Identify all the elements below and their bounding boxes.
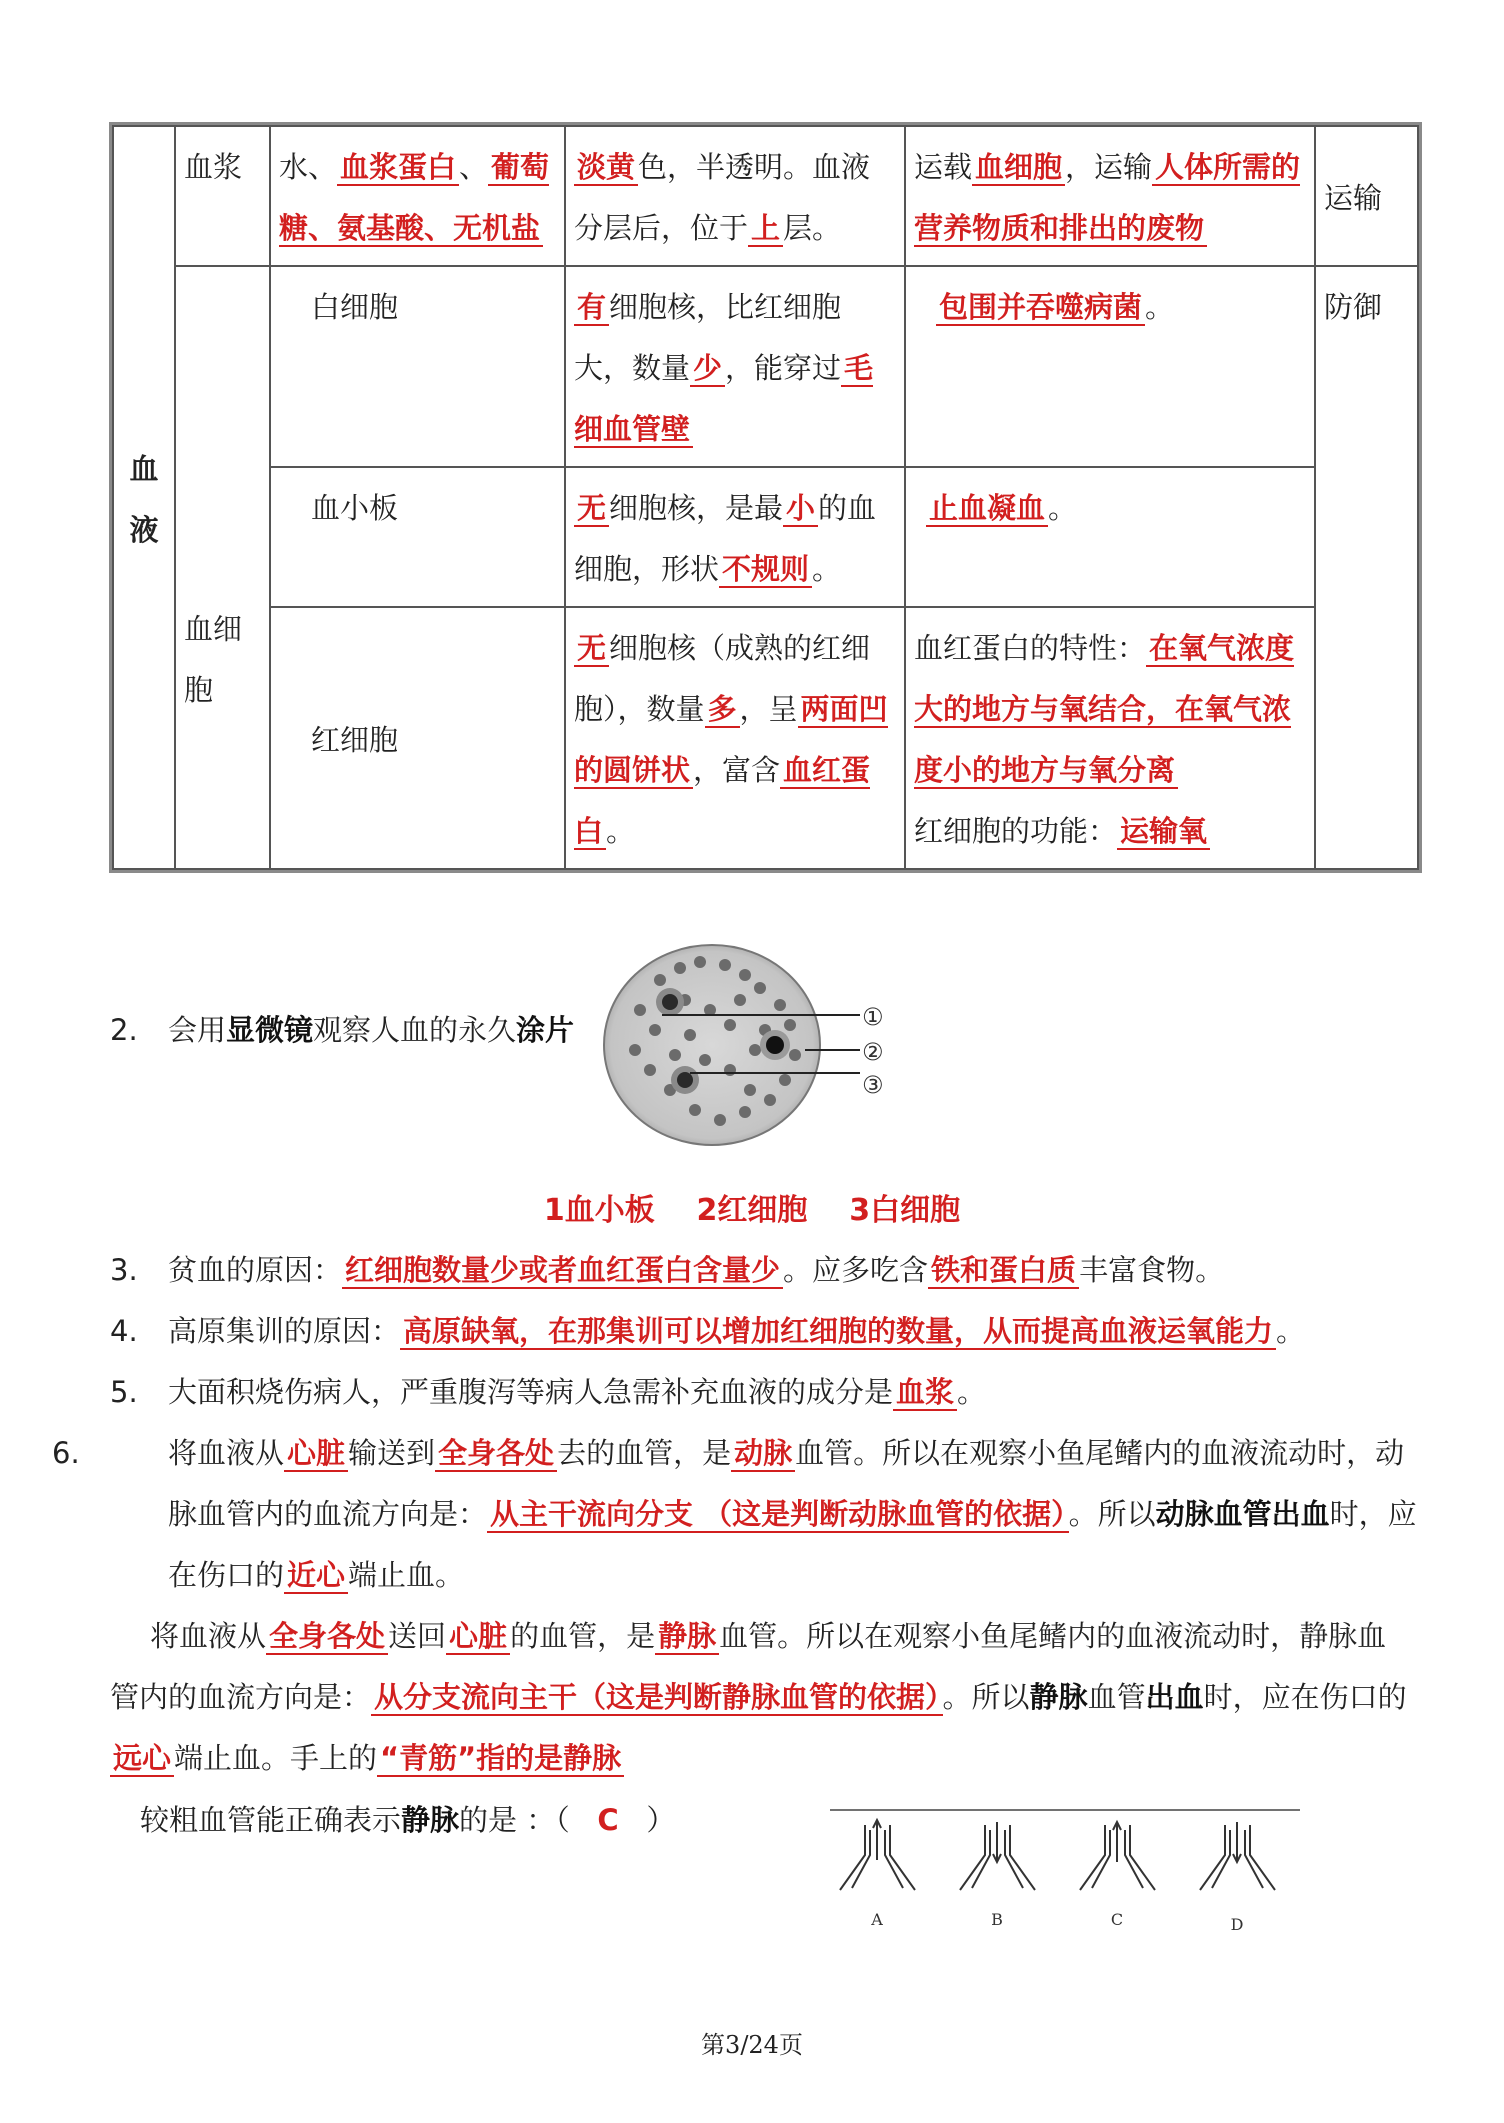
- question-4: 4. 高原集训的原因： 高原缺氧，在那集训可以增加红细胞的数量，从而提高血液运氧能力 。: [110, 1314, 1306, 1348]
- option-label-b: B: [991, 1910, 1003, 1929]
- cell-function-platelet: 止血凝血 。: [905, 467, 1315, 607]
- cell-function-plasma: 运载 血细胞 ，运输 人体所需的营养物质和排出的废物: [905, 126, 1315, 266]
- question-3: 3. 贫血的原因： 红细胞数量少或者血红蛋白含量少 。应多吃含 铁和蛋白质 丰富食物。: [110, 1253, 1225, 1287]
- blood-composition-table: [112, 125, 1419, 870]
- cell-feature-plasma: 淡黄 色，半透明。血液分层后，位于 上 层。: [565, 126, 905, 266]
- cell-blood-cells-label: 血细胞: [175, 266, 270, 869]
- cell-feature-red-cell: 无 细胞核（成熟的红细胞），数量 多 ，呈 两面凹的圆饼状 ，富含 血红蛋白 。: [565, 607, 905, 869]
- cell-part-plasma: 血浆: [175, 126, 270, 266]
- cell-part-platelet: 血小板: [270, 467, 565, 607]
- table-row-platelet: [113, 467, 1418, 607]
- table-row-red-cell: [113, 607, 1418, 869]
- cell-role-transport: 运输: [1315, 126, 1418, 266]
- question-6-artery: 6. 将血液从 心脏 输送到 全身各处 去的血管，是 动脉 血管。所以在观察小鱼尾鳍内的血液流动时，动脉血管内的血流方向是： 从主干流向分支 （这是判断动脉血管的依据） 。所以动脉血管出血时，应在伤口的 近心 端止血。: [52, 1436, 1417, 1592]
- cell-part-red-cell: 红细胞: [270, 607, 565, 869]
- cell-function-red-cell: 血红蛋白的特性： 在氧气浓度大的地方与氧结合，在氧气浓度小的地方与氧分离 红细胞的功能： 运输氧: [905, 607, 1315, 869]
- marker-2: ②: [862, 1038, 884, 1066]
- table-row-plasma: [113, 126, 1418, 266]
- cell-role-defense: 防御: [1315, 266, 1418, 869]
- question-2: 2. 会用显微镜观察人血的永久涂片: [110, 1013, 575, 1047]
- marker-3: ③: [862, 1071, 884, 1099]
- vessel-options-figure: [830, 1800, 1310, 1950]
- blood-smear-figure: [600, 940, 900, 1150]
- table-row-white-cell: [113, 266, 1418, 467]
- vessel-option-d: [1200, 1822, 1275, 1890]
- marker-1: ①: [862, 1003, 884, 1031]
- page-footer: 第3/24页: [701, 2031, 803, 2059]
- question-5: 5. 大面积烧伤病人，严重腹泻等病人急需补充血液的成分是 血浆 。: [110, 1375, 987, 1409]
- vessel-option-b: [960, 1822, 1035, 1890]
- option-label-d: D: [1230, 1915, 1244, 1934]
- vessel-option-a: [840, 1820, 915, 1890]
- cell-part-white-cell: 白细胞: [270, 266, 565, 467]
- cell-feature-white-cell: 有 细胞核，比红细胞大，数量 少 ，能穿过 毛细血管壁: [565, 266, 905, 467]
- option-label-c: C: [1110, 1910, 1124, 1929]
- cell-function-white-cell: 包围并吞噬病菌 。: [905, 266, 1315, 467]
- vessel-option-c: [1080, 1822, 1155, 1890]
- q2-answer: 1血小板 2红细胞 3白细胞: [543, 1193, 961, 1228]
- option-label-a: A: [871, 1910, 883, 1929]
- question-6-choice: 较粗血管能正确表示静脉的是 ：（ C ）: [140, 1803, 676, 1837]
- question-6-vein: 将血液从 全身各处 送回 心脏 的血管，是 静脉 血管。所以在观察小鱼尾鳍内的血液流动时，静脉血管内的血流方向是： 从分支流向主干（这是判断静脉血管的依据） 。所以静脉血管出血时，应在伤口的远心 端止血。手上的 “青筋”指的是静脉: [110, 1619, 1407, 1775]
- cell-feature-platelet: 无 细胞核，是最 小 的血细胞，形状 不规则 。: [565, 467, 905, 607]
- cell-composition-plasma: 水、 血浆蛋白 、 葡萄糖、氨基酸、无机盐: [270, 126, 565, 266]
- group-label-blood: 血液: [113, 126, 175, 869]
